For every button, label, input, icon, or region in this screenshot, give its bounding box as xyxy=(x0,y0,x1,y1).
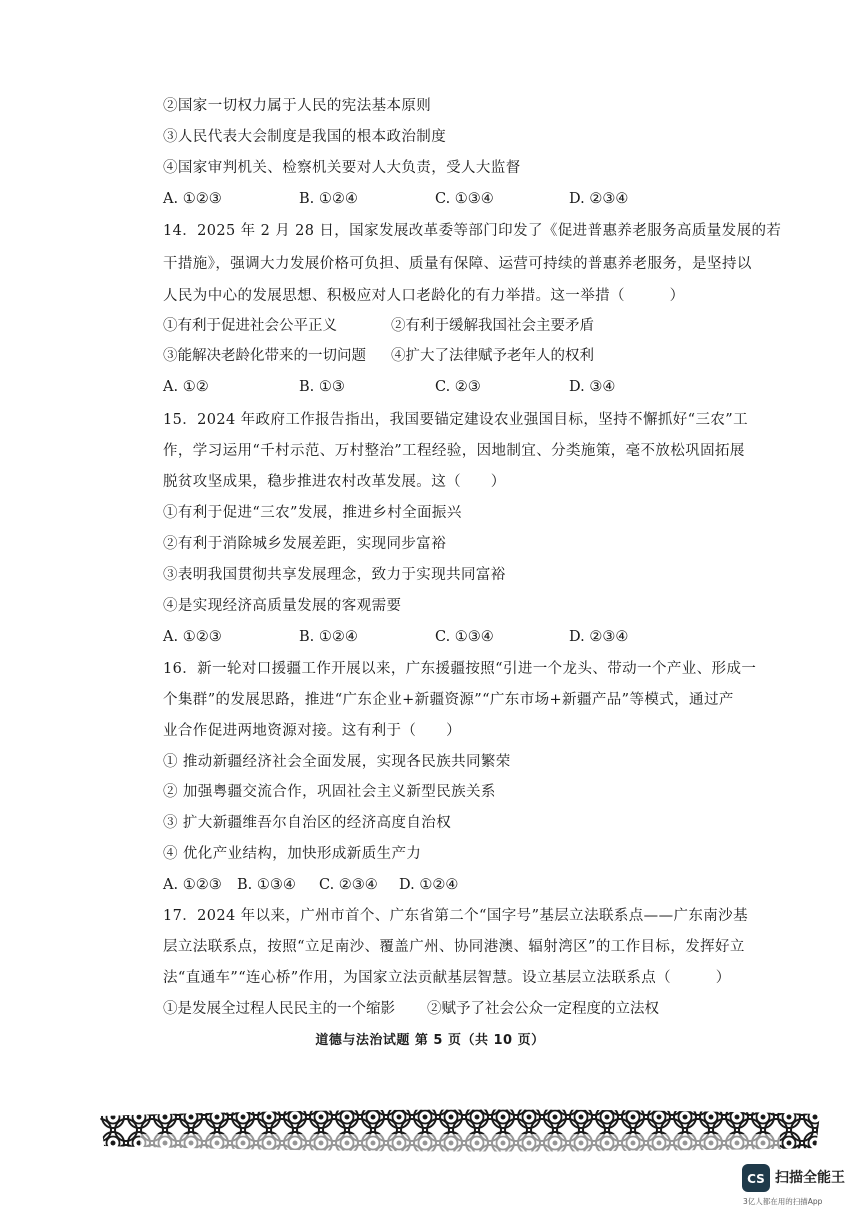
q13-item-3: ③人民代表大会制度是我国的根本政治制度 xyxy=(163,129,447,145)
q16-item-2: ② 加强粤疆交流合作，巩固社会主义新型民族关系 xyxy=(163,784,496,800)
q16-stem-line-2: 个集群”的发展思路，推进“广东企业+新疆资源”“广东市场+新疆产品”等模式，通过产 xyxy=(163,692,734,708)
q15-option-b[interactable]: B. ①②④ xyxy=(299,629,358,645)
q17-stem-line-1: 17．2024 年以来，广州市首个、广东省第二个“国字号”基层立法联系点——广东南沙基 xyxy=(163,908,748,924)
q16-item-1: ① 推动新疆经济社会全面发展，实现各民族共同繁荣 xyxy=(163,754,511,770)
q17-item-2: ②赋予了社会公众一定程度的立法权 xyxy=(427,1001,659,1017)
q16-option-b[interactable]: B. ①③④ xyxy=(237,877,296,893)
q14-option-a[interactable]: A. ①② xyxy=(163,379,209,395)
q15-stem-line-1: 15．2024 年政府工作报告指出，我国要锚定建设农业强国目标，坚持不懈抓好“三农”工 xyxy=(163,412,748,428)
decorative-wave-strip xyxy=(100,1104,820,1156)
q14-stem-line-2: 干措施》，强调大力发展价格可负担、质量有保障、运营可持续的普惠养老服务，是坚持以 xyxy=(163,256,752,272)
q13-option-d[interactable]: D. ②③④ xyxy=(569,191,629,207)
q16-stem-line-1: 16．新一轮对口援疆工作开展以来，广东援疆按照“引进一个龙头、带动一个产业、形成一 xyxy=(163,661,757,677)
q16-item-3: ③ 扩大新疆维吾尔自治区的经济高度自治权 xyxy=(163,815,452,831)
q16-stem-line-3: 业合作促进两地资源对接。这有利于（ ） xyxy=(163,723,461,739)
page-footer: 道德与法治试题 第 5 页（共 10 页） xyxy=(315,1033,545,1048)
q13-option-c[interactable]: C. ①③④ xyxy=(435,191,494,207)
q14-item-3: ③能解决老龄化带来的一切问题 xyxy=(163,348,366,364)
q15-option-c[interactable]: C. ①③④ xyxy=(435,629,494,645)
q13-item-4: ④国家审判机关、检察机关要对人大负责，受人大监督 xyxy=(163,160,521,176)
q16-option-a[interactable]: A. ①②③ xyxy=(163,877,222,893)
q14-stem-line-1: 14．2025 年 2 月 28 日，国家发展改革委等部门印发了《促进普惠养老服务高质量发展的若 xyxy=(163,223,782,239)
q15-stem-line-3: 脱贫攻坚成果，稳步推进农村改革发展。这（ ） xyxy=(163,474,506,490)
q13-option-a[interactable]: A. ①②③ xyxy=(163,191,222,207)
q13-option-b[interactable]: B. ①②④ xyxy=(299,191,358,207)
scanner-app-tagline: 3亿人都在用的扫描App xyxy=(743,1197,823,1206)
q15-stem-line-2: 作，学习运用“千村示范、万村整治”工程经验，因地制宜、分类施策，毫不放松巩固拓展 xyxy=(163,443,745,459)
q17-stem-line-3: 法“直通车”“连心桥”作用，为国家立法贡献基层智慧。设立基层立法联系点（ ） xyxy=(163,970,731,986)
q15-item-2: ②有利于消除城乡发展差距，实现同步富裕 xyxy=(163,536,447,552)
q16-option-d[interactable]: D. ①②④ xyxy=(399,877,459,893)
q14-item-1: ①有利于促进社会公平正义 xyxy=(163,318,337,334)
q16-option-c[interactable]: C. ②③④ xyxy=(319,877,378,893)
q14-item-2: ②有利于缓解我国社会主要矛盾 xyxy=(391,318,594,334)
scanner-app-name: 扫描全能王 xyxy=(775,1170,845,1186)
q13-item-2: ②国家一切权力属于人民的宪法基本原则 xyxy=(163,98,432,114)
q14-stem-line-3: 人民为中心的发展思想、积极应对人口老龄化的有力举措。这一举措（ ） xyxy=(163,288,685,304)
q15-option-a[interactable]: A. ①②③ xyxy=(163,629,222,645)
q14-option-b[interactable]: B. ①③ xyxy=(299,379,345,395)
q14-option-d[interactable]: D. ③④ xyxy=(569,379,616,395)
q14-option-c[interactable]: C. ②③ xyxy=(435,379,481,395)
q16-item-4: ④ 优化产业结构，加快形成新质生产力 xyxy=(163,846,422,862)
q15-item-1: ①有利于促进“三农”发展，推进乡村全面振兴 xyxy=(163,505,462,521)
camscanner-logo-icon xyxy=(742,1164,770,1192)
q15-item-4: ④是实现经济高质量发展的客观需要 xyxy=(163,598,402,614)
q17-item-1: ①是发展全过程人民民主的一个缩影 xyxy=(163,1001,395,1017)
q15-option-d[interactable]: D. ②③④ xyxy=(569,629,629,645)
q15-item-3: ③表明我国贯彻共享发展理念，致力于实现共同富裕 xyxy=(163,567,506,583)
q14-item-4: ④扩大了法律赋予老年人的权利 xyxy=(391,348,594,364)
camscanner-logo-text: CS xyxy=(747,1172,765,1186)
q17-stem-line-2: 层立法联系点，按照“立足南沙、覆盖广州、协同港澳、辐射湾区”的工作目标，发挥好立 xyxy=(163,939,745,955)
